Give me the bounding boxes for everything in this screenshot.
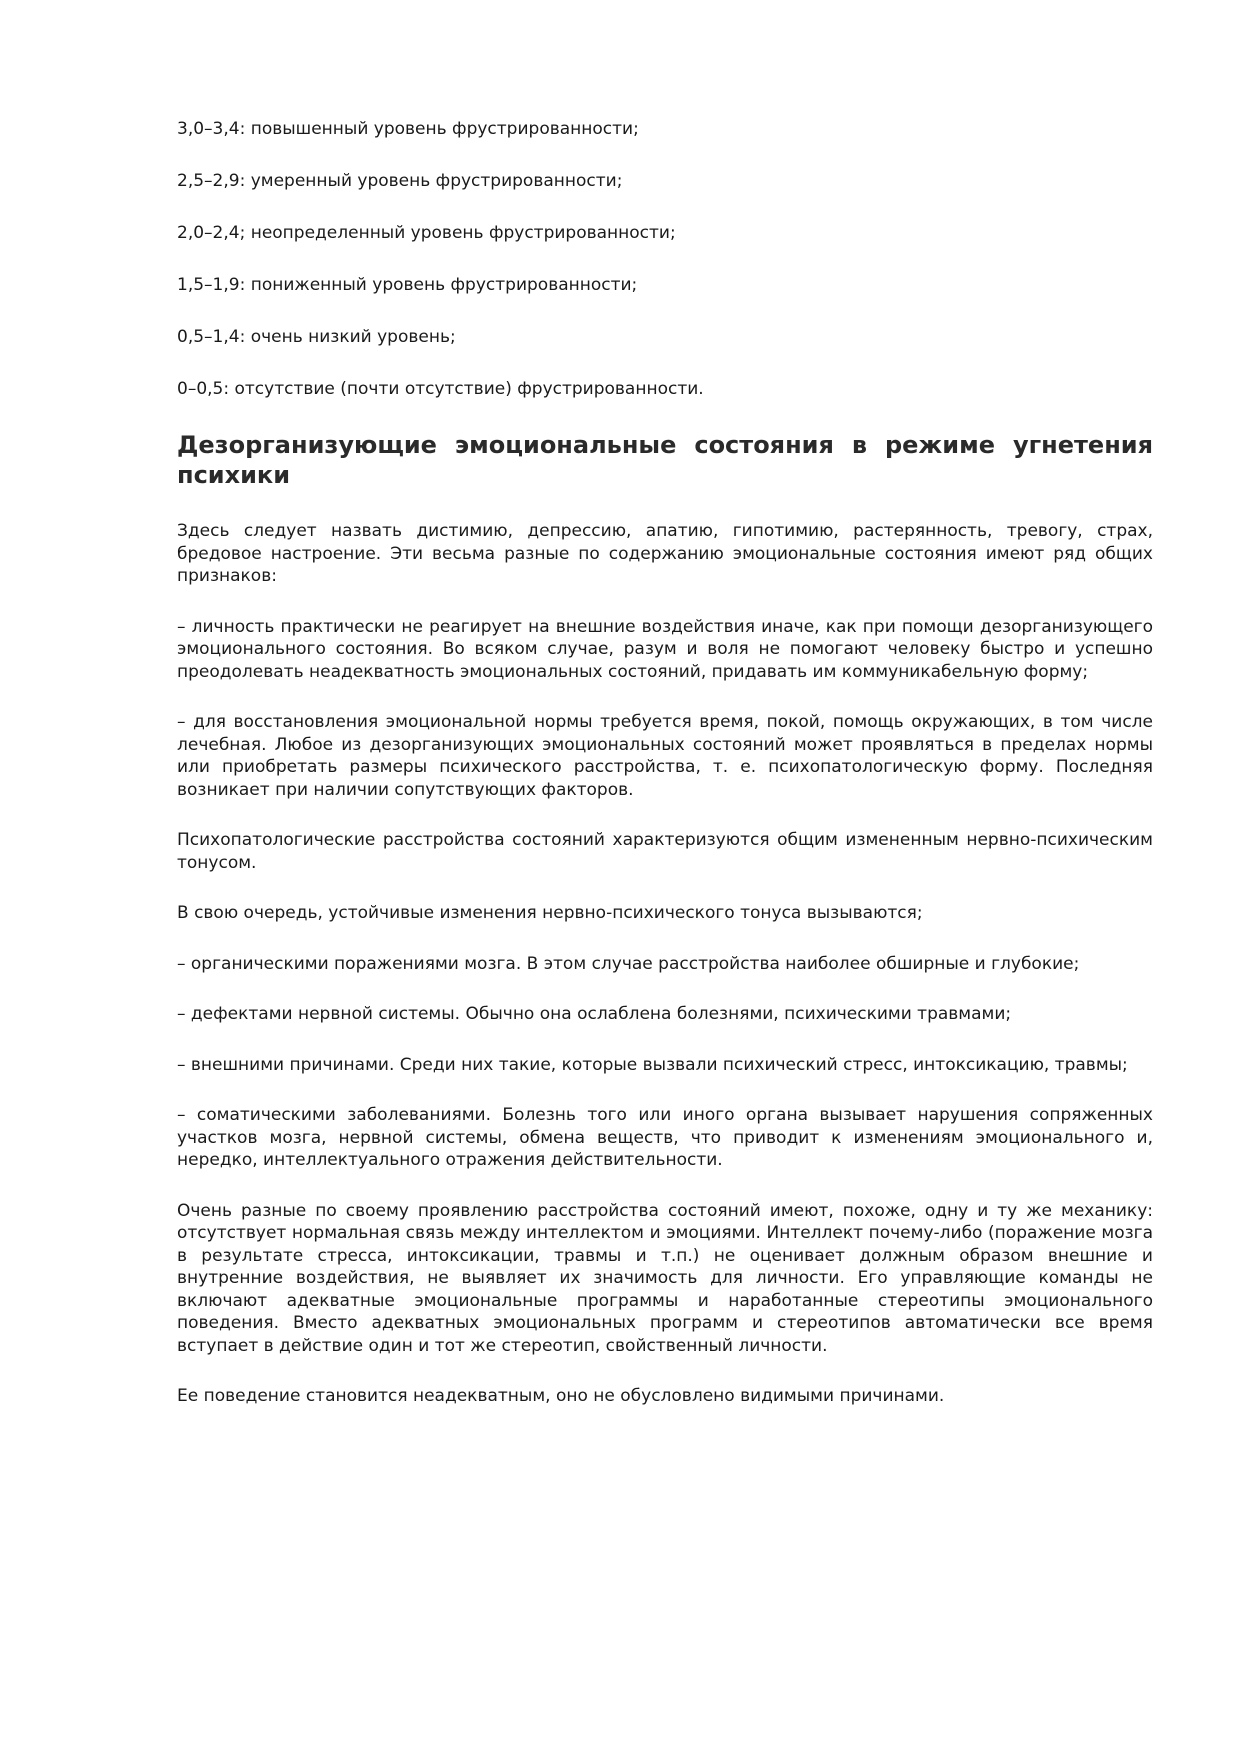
paragraph: – личность практически не реагирует на внешние воздействия иначе, как при помощи дезорганизующего эмоционального состояния. Во всяком случае, разум и воля не помогают человеку быстро и успешно преодолевать неадекватность эмоциональных состояний, придавать им коммуникабельную форму;: [177, 616, 1153, 682]
section-heading: Дезорганизующие эмоциональные состояния в режиме угнетения психики: [177, 431, 1153, 489]
document-page: [177, 118, 1153, 1436]
paragraph: Очень разные по своему проявлению расстройства состояний имеют, похоже, одну и ту же механику: отсутствует нормальная связь между интеллектом и эмоциями. Интеллект почему-либо (поражение мозга в результате стресса, интоксикации, травмы и т.п.) не оценивает должным образом внешние и внутренние воздействия, не выявляет их значимость для личности. Его управляющие команды не включают адекватные эмоциональные программы и наработанные стереотипы эмоционального поведения. Вместо адекватных эмоциональных программ и стереотипов автоматически все время вступает в действие один и тот же стереотип, свойственный личности.: [177, 1200, 1153, 1356]
paragraph: – для восстановления эмоциональной нормы требуется время, покой, помощь окружающих, в том числе лечебная. Любое из дезорганизующих эмоциональных состояний может проявляться в пределах нормы или приобретать размеры психического расстройства, т. е. психопатологическую форму. Последняя возникает при наличии сопутствующих факторов.: [177, 712, 1153, 800]
scale-line: 3,0–3,4: повышенный уровень фрустрированности;: [177, 119, 639, 139]
paragraph: – дефектами нервной системы. Обычно она ослаблена болезнями, психическими травмами;: [177, 1004, 1012, 1024]
scale-line: 0,5–1,4: очень низкий уровень;: [177, 327, 456, 347]
paragraph: – внешними причинами. Среди них такие, которые вызвали психический стресс, интоксикацию, травмы;: [177, 1054, 1128, 1075]
scale-line: 2,0–2,4; неопределенный уровень фрустрированности;: [177, 223, 676, 243]
scale-line: 1,5–1,9: пониженный уровень фрустрированности;: [177, 275, 638, 295]
paragraph: Ее поведение становится неадекватным, оно не обусловлено видимыми причинами.: [177, 1386, 945, 1406]
paragraph: Психопатологические расстройства состояний характеризуются общим измененным нервно-психическим тонусом.: [177, 830, 1153, 873]
paragraph: – органическими поражениями мозга. В этом случае расстройства наиболее обширные и глубокие;: [177, 953, 1080, 974]
paragraph: В свою очередь, устойчивые изменения нервно-психического тонуса вызываются;: [177, 903, 923, 923]
paragraph: – соматическими заболеваниями. Болезнь того или иного органа вызывает нарушения сопряженных участков мозга, нервной системы, обмена веществ, что приводит к изменениям эмоционального и, нередко, интеллектуального отражения действительности.: [177, 1105, 1153, 1170]
scale-list: [177, 118, 1153, 400]
paragraph: Здесь следует назвать дистимию, депрессию, апатию, гипотимию, растерянность, тревогу, страх, бредовое настроение. Эти весьма разные по содержанию эмоциональные состояния имеют ряд общих признаков:: [177, 521, 1153, 586]
body-text: [177, 520, 1153, 1408]
scale-line: 2,5–2,9: умеренный уровень фрустрированности;: [177, 171, 623, 191]
scale-line: 0–0,5: отсутствие (почти отсутствие) фрустрированности.: [177, 379, 704, 399]
